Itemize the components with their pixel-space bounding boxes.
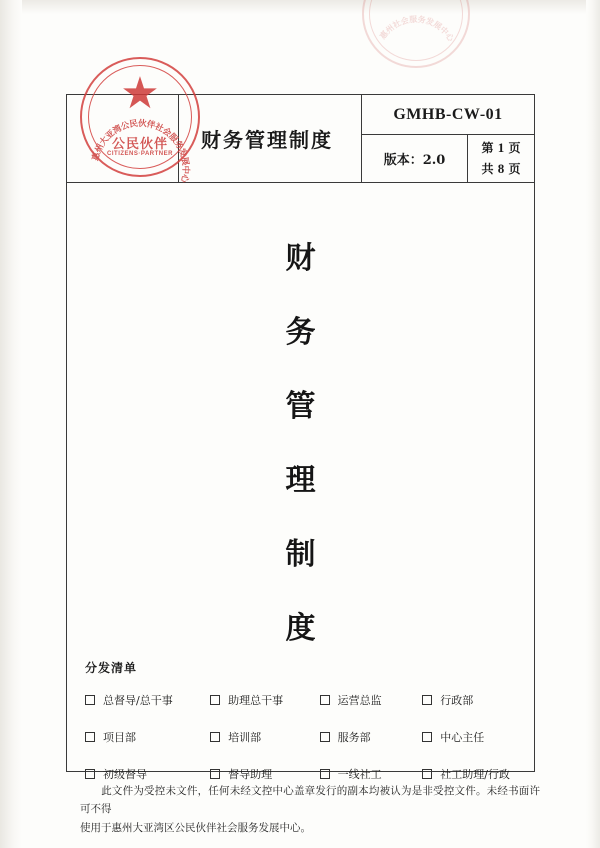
footer-line-1: 此文件为受控未文件，任何未经文控中心盖章发行的副本均被认为是非受控文件。未经书面许可不得 bbox=[80, 785, 540, 816]
checkbox-icon[interactable] bbox=[210, 695, 220, 705]
checkbox-icon[interactable] bbox=[210, 732, 220, 742]
list-item[interactable] bbox=[85, 766, 210, 782]
list-item-label: 项目部 bbox=[103, 731, 136, 744]
list-item[interactable] bbox=[320, 729, 423, 745]
page-current-suffix: 页 bbox=[508, 140, 521, 155]
scan-edge-right bbox=[586, 0, 600, 848]
list-item[interactable] bbox=[210, 729, 319, 745]
list-item[interactable] bbox=[85, 729, 210, 745]
scan-edge-top bbox=[0, 0, 600, 14]
document-version: 版本：2.0 bbox=[362, 135, 468, 182]
faint-seal-arc-text: 惠 州 社 会 服 务 发 展 中 心 bbox=[378, 14, 456, 44]
list-item[interactable] bbox=[210, 766, 319, 782]
seal-inner-ring bbox=[88, 65, 192, 169]
header-version-row bbox=[362, 135, 534, 182]
distribution-list bbox=[85, 659, 520, 782]
page-total-suffix: 页 bbox=[508, 161, 521, 176]
checkbox-icon[interactable] bbox=[422, 732, 432, 742]
checkbox-icon[interactable] bbox=[320, 695, 330, 705]
list-item[interactable] bbox=[422, 766, 520, 782]
list-item-label: 助理总干事 bbox=[228, 694, 284, 707]
list-item[interactable] bbox=[422, 692, 520, 708]
red-star-icon: ★ bbox=[120, 68, 160, 118]
footer-disclaimer bbox=[80, 782, 540, 837]
list-item[interactable] bbox=[210, 692, 319, 708]
document-header-table bbox=[67, 68, 534, 184]
page-current-line bbox=[482, 138, 521, 159]
distribution-list-grid bbox=[85, 692, 520, 782]
checkbox-icon[interactable] bbox=[320, 769, 330, 779]
header-title-cell bbox=[179, 95, 362, 182]
list-item-label: 督导助理 bbox=[228, 768, 273, 781]
checkbox-icon[interactable] bbox=[320, 732, 330, 742]
page-current-prefix: 第 bbox=[481, 140, 494, 155]
checkbox-icon[interactable] bbox=[422, 695, 432, 705]
seal-arc-text: 惠 州 大 亚 湾 公 民 伙 伴 社 会 服 务 发 展 中 心 bbox=[90, 118, 191, 184]
footer-line-2: 使用于惠州大亚湾区公民伙伴社会服务发展中心。 bbox=[80, 821, 311, 834]
list-item-label: 服务部 bbox=[337, 731, 371, 744]
page-total-line bbox=[482, 159, 521, 180]
list-item[interactable] bbox=[422, 729, 520, 745]
list-item-label: 一线社工 bbox=[337, 768, 382, 781]
distribution-list-heading: 分发清单 bbox=[85, 661, 138, 675]
cover-title-char: 理 bbox=[285, 463, 316, 498]
cover-vertical-title bbox=[67, 233, 534, 677]
list-item-label: 总督导/总干事 bbox=[103, 694, 173, 707]
cover-title-char: 财 bbox=[285, 241, 316, 276]
seal-center-sub-label: CITIZENS·PARTNER bbox=[107, 150, 173, 157]
cover-title-char: 务 bbox=[285, 315, 316, 350]
list-item[interactable] bbox=[85, 692, 210, 708]
page-total-number: 8 bbox=[497, 160, 505, 176]
document-page-numbers bbox=[468, 135, 534, 182]
cover-title-char: 管 bbox=[285, 389, 316, 424]
list-item-label: 中心主任 bbox=[440, 731, 485, 744]
document-title: 财务管理制度 bbox=[201, 128, 333, 152]
list-item[interactable] bbox=[320, 766, 423, 782]
checkbox-icon[interactable] bbox=[85, 695, 95, 705]
cover-title-char: 度 bbox=[285, 611, 316, 646]
list-item[interactable] bbox=[320, 692, 423, 708]
checkbox-icon[interactable] bbox=[85, 732, 95, 742]
document-code: GMHB-CW-01 bbox=[362, 95, 534, 135]
header-meta-cell bbox=[362, 95, 534, 182]
list-item-label: 培训部 bbox=[228, 731, 262, 744]
checkbox-icon[interactable] bbox=[422, 769, 432, 779]
scan-edge-left bbox=[0, 0, 22, 848]
list-item-label: 行政部 bbox=[440, 694, 474, 707]
header-logo-cell bbox=[67, 68, 191, 184]
page-total-prefix: 共 bbox=[481, 161, 494, 176]
document-frame bbox=[66, 68, 535, 781]
checkbox-icon[interactable] bbox=[210, 769, 220, 779]
list-item-label: 运营总监 bbox=[337, 694, 382, 707]
list-item-label: 初级督导 bbox=[103, 768, 147, 781]
list-item-label: 社工助理/行政 bbox=[440, 768, 510, 781]
checkbox-icon[interactable] bbox=[85, 769, 95, 779]
page-current-number: 1 bbox=[497, 139, 505, 155]
cover-title-char: 制 bbox=[285, 537, 316, 572]
seal-center-label: 公民伙伴 bbox=[111, 137, 169, 153]
